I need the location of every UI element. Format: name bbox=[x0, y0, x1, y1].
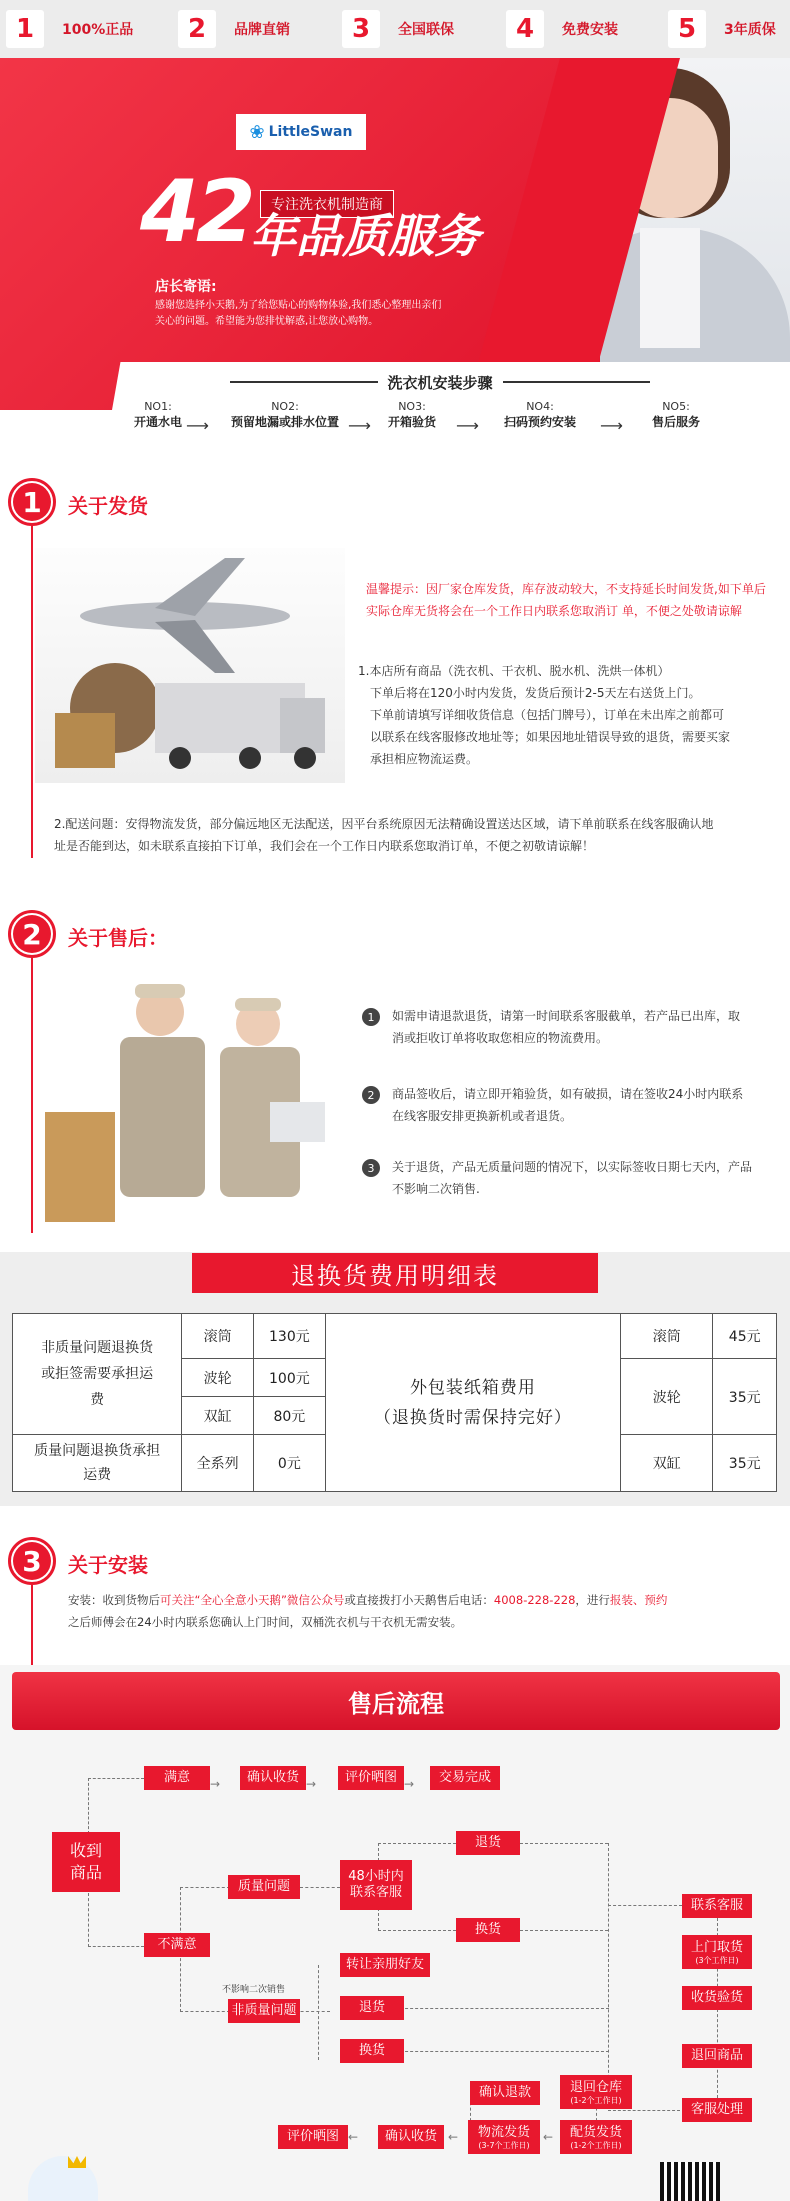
section-rail bbox=[31, 503, 33, 858]
arrow-right-icon: ⟶ bbox=[600, 416, 623, 435]
step-number: NO5: bbox=[662, 400, 690, 413]
flow-note: (3个工作日) bbox=[695, 1955, 739, 1965]
washer-type-cell: 全系列 bbox=[182, 1435, 254, 1492]
text-line: 之后师傅会在24小时内联系您确认上门时间，双桶洗衣机与干衣机无需安装。 bbox=[68, 1615, 463, 1629]
nonquality-cell bbox=[13, 1314, 182, 1435]
flow-label: 退回仓库 bbox=[569, 2079, 622, 2095]
text-line: 在线客服安排更换新机或者退货。 bbox=[392, 1109, 573, 1123]
fee-cell: 100元 bbox=[253, 1359, 325, 1397]
badge-3year bbox=[668, 10, 776, 48]
arrow-left-icon: ← bbox=[448, 2130, 459, 2144]
section-1-title: 关于发货 bbox=[68, 494, 148, 518]
section-3-title: 关于安装 bbox=[68, 1553, 148, 1577]
flow-title: 售后流程 bbox=[12, 1672, 780, 1730]
washer-type-cell: 波轮 bbox=[182, 1359, 254, 1397]
badge-label: 3年质保 bbox=[724, 22, 776, 38]
airplane-truck-graphic bbox=[35, 548, 345, 783]
item-number: 1 bbox=[362, 1008, 380, 1026]
shipping-notice: 温馨提示：因厂家仓库发货，库存波动较大，不支持延长时间发货,如下单后实际仓库无货将会在一个工作日内联系您取消订 单，不便之处敬请谅解 bbox=[366, 582, 766, 618]
fee-table bbox=[12, 1313, 777, 1492]
flow-confirm-receipt: 确认收货 bbox=[240, 1766, 306, 1790]
fee-cell: 0元 bbox=[253, 1435, 325, 1492]
step-label: 扫码预约安装 bbox=[503, 415, 576, 429]
packaging-fee-label: 外包装纸箱费用 bbox=[409, 1377, 536, 1398]
wheel bbox=[294, 747, 316, 769]
flow-line bbox=[88, 1893, 90, 1947]
truck-cab bbox=[280, 698, 325, 753]
arrow-left-icon: ← bbox=[348, 2130, 359, 2144]
arrow-right-icon: ⟶ bbox=[186, 416, 209, 435]
flow-return-2: 退货 bbox=[340, 1996, 404, 2020]
hero-banner bbox=[0, 58, 790, 410]
section-2-number bbox=[8, 910, 56, 958]
badge-number: 2 bbox=[178, 10, 216, 48]
text-line: 不影响二次销售. bbox=[392, 1182, 480, 1196]
flow-line bbox=[520, 1930, 608, 1931]
flow-quality-issue: 质量问题 bbox=[228, 1875, 300, 1899]
flow-deliver bbox=[560, 2120, 632, 2154]
boxes-shape bbox=[55, 713, 115, 768]
flow-line bbox=[300, 1887, 340, 1888]
washer-type-cell: 滚筒 bbox=[621, 1314, 713, 1359]
flow-return-goods: 退回商品 bbox=[682, 2044, 752, 2068]
text-line: 下单前请填写详细收货信息（包括门牌号），订单在未出库之前都可 bbox=[370, 708, 725, 722]
divider bbox=[230, 381, 378, 383]
badge-number: 1 bbox=[6, 10, 44, 48]
step-number: NO1: bbox=[144, 400, 172, 413]
text-line: 2.配送问题：安得物流发货，部分偏远地区无法配送，因平台系统原因无法精确设置送达区域，请下单前联系在线客服确认地 bbox=[54, 817, 714, 831]
step-label: 开通水电 bbox=[133, 415, 182, 429]
arrow-right-icon: → bbox=[306, 1777, 317, 1791]
badge-install bbox=[506, 10, 618, 48]
text-line: 承担相应物流运费。 bbox=[370, 752, 479, 766]
badge-warranty bbox=[342, 10, 454, 48]
flow-note: (1-2个工作日) bbox=[570, 2095, 622, 2105]
text-run: 或直接拨打小天鹅售后电话： bbox=[344, 1593, 494, 1607]
badge-direct bbox=[178, 10, 290, 48]
owner-message-title: 店长寄语: bbox=[155, 279, 217, 295]
step-number: NO3: bbox=[398, 400, 426, 413]
text-line: 1.本店所有商品（洗衣机、干衣机、脱水机、洗烘一体机） bbox=[358, 664, 670, 678]
workers-graphic bbox=[40, 972, 340, 1227]
text-line: 商品签收后，请立即开箱验货，如有破损，请在签收24小时内联系 bbox=[392, 1087, 744, 1101]
flow-unsatisfied: 不满意 bbox=[144, 1933, 210, 1957]
arrow-right-icon: ⟶ bbox=[348, 416, 371, 435]
text-run: 安装：收到货物后 bbox=[68, 1593, 160, 1607]
step-number: NO2: bbox=[271, 400, 299, 413]
text-line: 址是否能到达，如未联系直接拍下订单，我们会在一个工作日内联系您取消订单，不便之初敬请谅解！ bbox=[54, 839, 595, 853]
nonquality-note: 不影响二次销售 bbox=[222, 1985, 286, 1995]
shirt-shape bbox=[640, 228, 700, 348]
flow-receive: 收到商品 bbox=[52, 1832, 120, 1892]
flow-confirm-receipt-2: 确认收货 bbox=[378, 2125, 444, 2149]
shipping-item-2 bbox=[54, 813, 784, 857]
flow-ship bbox=[468, 2120, 540, 2154]
flow-line bbox=[318, 1965, 320, 2060]
badge-label: 全国联保 bbox=[398, 22, 454, 38]
arrow-right-icon: ⟶ bbox=[456, 416, 479, 435]
text-run: 可关注“全心全意小天鹅”微信公众号 bbox=[160, 1593, 345, 1607]
badge-label: 免费安装 bbox=[562, 22, 618, 38]
step-number: NO4: bbox=[526, 400, 554, 413]
flow-line bbox=[88, 1778, 144, 1779]
text-line: 消或拒收订单将收取您相应的物流费用。 bbox=[392, 1031, 609, 1045]
flow-section bbox=[0, 1665, 790, 2201]
worker-cap bbox=[235, 998, 281, 1011]
worker-uniform bbox=[120, 1037, 205, 1197]
hero-headline-text: 年品质服务 bbox=[250, 209, 480, 263]
littleswan-logo bbox=[236, 114, 366, 150]
flow-line bbox=[378, 1930, 456, 1931]
flow-done: 交易完成 bbox=[430, 1766, 500, 1790]
flow-line bbox=[385, 2051, 609, 2052]
flow-line bbox=[608, 1843, 610, 2093]
badge-authentic bbox=[6, 10, 133, 48]
flow-label: 物流发货 bbox=[477, 2124, 530, 2140]
badge-number: 3 bbox=[342, 10, 380, 48]
flow-line bbox=[608, 2110, 680, 2111]
text-line: 以联系在线客服修改地址等；如果因地址错误导致的退货，需要买家 bbox=[370, 730, 731, 744]
item-number: 3 bbox=[362, 1159, 380, 1177]
phone-number: 4008-228-228 bbox=[493, 1593, 576, 1607]
flow-line bbox=[608, 1905, 682, 1906]
aftersale-item-1 bbox=[362, 1005, 782, 1049]
owner-message bbox=[155, 298, 441, 330]
text-run: ，进行 bbox=[575, 1593, 610, 1607]
fee-cell: 130元 bbox=[253, 1314, 325, 1359]
badge-number: 4 bbox=[506, 10, 544, 48]
install-text bbox=[68, 1589, 783, 1633]
arrow-right-icon: → bbox=[210, 1777, 221, 1791]
wheel bbox=[239, 747, 261, 769]
washer-type-cell: 双缸 bbox=[182, 1397, 254, 1435]
flow-pickup bbox=[682, 1935, 752, 1969]
flow-review: 评价晒图 bbox=[338, 1766, 404, 1790]
flow-line bbox=[180, 2011, 230, 2012]
logo-text: LittleSwan bbox=[268, 124, 353, 140]
step-label: 售后服务 bbox=[651, 415, 700, 429]
section-rail bbox=[31, 938, 33, 1233]
aftersale-item-3 bbox=[362, 1156, 782, 1200]
flow-line bbox=[88, 1946, 144, 1947]
badge-label: 品牌直销 bbox=[234, 22, 290, 38]
owner-message-line: 感谢您选择小天鹅,为了给您贴心的购物体验,我们悉心整理出亲们 bbox=[155, 300, 442, 311]
fee-cell: 35元 bbox=[713, 1359, 777, 1435]
flow-label: 配货发货 bbox=[569, 2124, 622, 2140]
flow-contact-48h: 48小时内联系客服 bbox=[340, 1860, 412, 1910]
flow-return: 退货 bbox=[456, 1831, 520, 1855]
fee-table-title: 退换货费用明细表 bbox=[192, 1253, 598, 1293]
hero-subtitle: 专注洗衣机制造商 bbox=[260, 190, 394, 218]
nonquality-label: 非质量问题退换货或拒签需要承担运费 bbox=[41, 1340, 154, 1408]
flow-review-2: 评价晒图 bbox=[278, 2125, 348, 2149]
section-2-title: 关于售后： bbox=[68, 926, 168, 950]
wheel bbox=[169, 747, 191, 769]
section-3-number bbox=[8, 1537, 56, 1585]
section-number-text: 3 bbox=[13, 1542, 51, 1580]
text-run: 报装、预约 bbox=[609, 1593, 668, 1607]
section-number-text: 2 bbox=[13, 915, 51, 953]
flow-line bbox=[180, 1887, 230, 1888]
flow-line bbox=[520, 1843, 608, 1844]
flow-contact-cs: 联系客服 bbox=[682, 1894, 752, 1918]
flow-back-warehouse bbox=[560, 2075, 632, 2109]
quality-label: 质量问题退换货承担运费 bbox=[34, 1443, 161, 1483]
swan-icon: ❀ bbox=[249, 121, 265, 143]
flow-note: (1-2个工作日) bbox=[570, 2140, 622, 2150]
step-3 bbox=[372, 400, 452, 430]
step-4 bbox=[490, 400, 590, 430]
section-number-text: 1 bbox=[13, 483, 51, 521]
item-number: 2 bbox=[362, 1086, 380, 1104]
washer-type-cell: 双缸 bbox=[621, 1435, 713, 1492]
install-steps-title: 洗衣机安装步骤 bbox=[387, 373, 493, 392]
quality-cell bbox=[13, 1435, 182, 1492]
flow-line bbox=[88, 1778, 90, 1834]
text-line: 下单后将在120小时内发货，发货后预计2-5天左右送货上门。 bbox=[370, 686, 701, 700]
divider bbox=[503, 381, 651, 383]
arrow-left-icon: ← bbox=[543, 2130, 554, 2144]
flow-transfer-friend: 转让亲朋好友 bbox=[340, 1953, 430, 1977]
text-line: 如需申请退款退货，请第一时间联系客服截单，若产品已出库，取 bbox=[392, 1009, 741, 1023]
aftersale-item-2 bbox=[362, 1083, 782, 1127]
flow-cs-handle: 客服处理 bbox=[682, 2098, 752, 2122]
packaging-fee-cell bbox=[325, 1314, 620, 1492]
flow-line bbox=[385, 2008, 609, 2009]
owner-message-line: 关心的问题。希望能为您排忧解惑,让您放心购物。 bbox=[155, 316, 379, 327]
flow-satisfied: 满意 bbox=[144, 1766, 210, 1790]
qr-code-icon bbox=[660, 2162, 720, 2201]
package-box bbox=[45, 1112, 115, 1222]
flow-exchange: 换货 bbox=[456, 1918, 520, 1942]
flow-label: 上门取货 bbox=[690, 1939, 743, 1955]
flow-note: (3-7个工作日) bbox=[478, 2140, 530, 2150]
step-5 bbox=[636, 400, 716, 430]
step-label: 开箱验货 bbox=[387, 415, 436, 429]
delivery-workers-photo bbox=[40, 972, 340, 1227]
step-label: 预留地漏或排水位置 bbox=[230, 415, 339, 429]
install-steps-header bbox=[230, 372, 650, 392]
flow-line bbox=[378, 1843, 456, 1844]
fee-cell: 35元 bbox=[713, 1435, 777, 1492]
hero-headline-number: 42 bbox=[140, 162, 252, 262]
packaging-fee-note: （退换货时需保持完好） bbox=[373, 1407, 572, 1428]
fee-cell: 45元 bbox=[713, 1314, 777, 1359]
step-2 bbox=[220, 400, 350, 430]
shipping-item-1 bbox=[358, 660, 768, 770]
top-badge-bar bbox=[0, 0, 790, 58]
badge-number: 5 bbox=[668, 10, 706, 48]
section-1-number bbox=[8, 478, 56, 526]
flow-confirm-refund: 确认退款 bbox=[470, 2081, 540, 2105]
washer-type-cell: 波轮 bbox=[621, 1359, 713, 1435]
washer-type-cell: 滚筒 bbox=[182, 1314, 254, 1359]
flow-check-goods: 收货验货 bbox=[682, 1986, 752, 2010]
text-line: 关于退货，产品无质量问题的情况下，以实际签收日期七天内，产品 bbox=[392, 1160, 753, 1174]
fee-cell: 80元 bbox=[253, 1397, 325, 1435]
flow-nonquality-issue: 非质量问题 bbox=[228, 1999, 300, 2023]
flow-exchange-2: 换货 bbox=[340, 2039, 404, 2063]
arrow-right-icon: → bbox=[404, 1777, 415, 1791]
clipboard bbox=[270, 1102, 325, 1142]
worker-cap bbox=[135, 984, 185, 998]
badge-label: 100%正品 bbox=[62, 22, 134, 38]
shipping-illustration bbox=[35, 548, 345, 783]
